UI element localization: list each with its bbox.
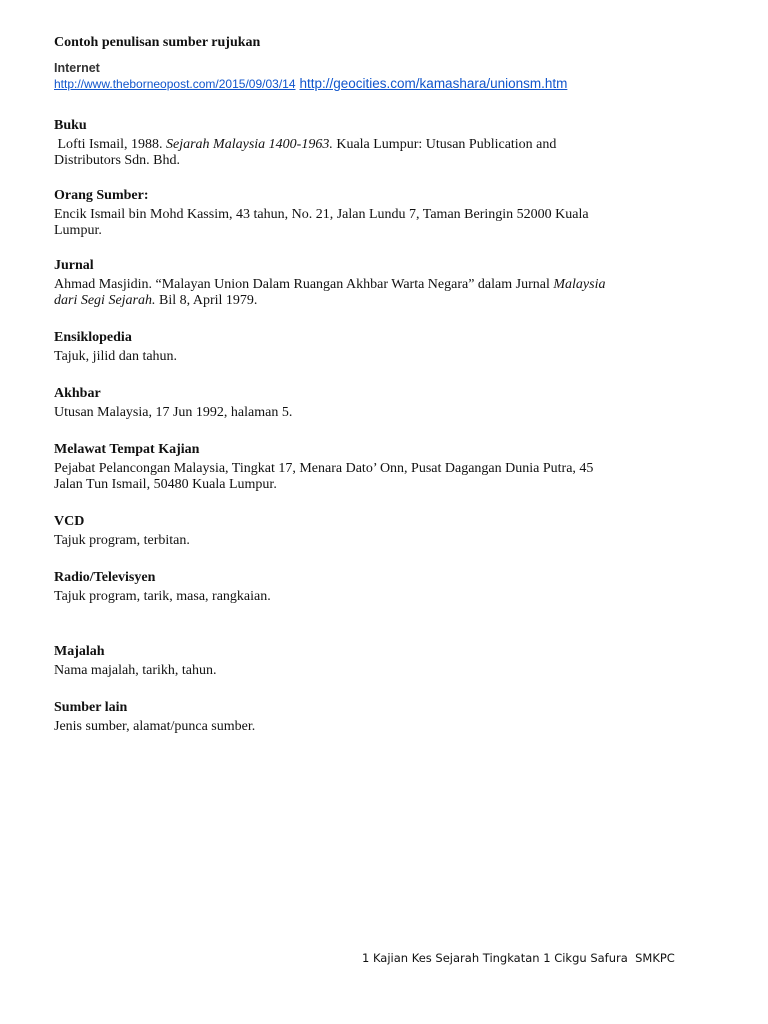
buku-title-italic: Sejarah Malaysia 1400-1963.	[166, 137, 333, 152]
jurnal-text-start: Ahmad Masjidin. “Malayan Union Dalam Ruangan Akhbar Warta Negara” dalam Jurnal	[54, 277, 554, 292]
ensiklopedia-entry: Tajuk, jilid dan tahun.	[54, 349, 178, 364]
jurnal-text-end: Bil 8, April 1979.	[155, 293, 258, 308]
jurnal-heading: Jurnal	[54, 258, 94, 273]
melawat-line2: Jalan Tun Ismail, 50480 Kuala Lumpur.	[54, 477, 277, 492]
buku-entry	[54, 137, 694, 169]
melawat-heading: Melawat Tempat Kajian	[54, 442, 200, 457]
jurnal-title-italic-2: dari Segi Sejarah.	[54, 293, 156, 308]
buku-text-end: Kuala Lumpur: Utusan Publication and	[332, 137, 557, 152]
vcd-entry: Tajuk program, terbitan.	[54, 533, 190, 548]
section-vcd	[54, 514, 694, 549]
majalah-heading: Majalah	[54, 644, 105, 659]
section-majalah	[54, 644, 694, 679]
section-jurnal	[54, 258, 694, 309]
orang-sumber-entry	[54, 207, 694, 239]
orang-sumber-line2: Lumpur.	[54, 223, 102, 238]
document-title: Contoh penulisan sumber rujukan	[54, 35, 261, 50]
section-melawat	[54, 442, 694, 493]
sumber-lain-heading: Sumber lain	[54, 700, 128, 715]
document-page	[54, 34, 694, 735]
section-radio-televisyen	[54, 570, 694, 605]
buku-text-line2: Distributors Sdn. Bhd.	[54, 153, 181, 168]
section-ensiklopedia	[54, 330, 694, 365]
orang-sumber-heading: Orang Sumber:	[54, 188, 149, 203]
internet-heading: Internet	[54, 61, 100, 75]
section-sumber-lain	[54, 700, 694, 735]
akhbar-heading: Akhbar	[54, 386, 101, 401]
jurnal-entry	[54, 277, 694, 309]
orang-sumber-line1: Encik Ismail bin Mohd Kassim, 43 tahun, No. 21, Jalan Lundu 7, Taman Beringin 52000 Kuala	[54, 207, 589, 222]
radio-televisyen-heading: Radio/Televisyen	[54, 570, 156, 585]
section-orang-sumber	[54, 188, 694, 239]
borneopost-link[interactable]: http://www.theborneopost.com/2015/09/03/14	[54, 77, 296, 91]
sumber-lain-entry: Jenis sumber, alamat/punca sumber.	[54, 719, 256, 734]
section-buku	[54, 118, 694, 169]
section-akhbar	[54, 386, 694, 421]
page-footer: 1 Kajian Kes Sejarah Tingkatan 1 Cikgu Safura SMKPC	[362, 951, 675, 965]
ensiklopedia-heading: Ensiklopedia	[54, 330, 132, 345]
jurnal-title-italic-1: Malaysia	[553, 277, 606, 292]
vcd-heading: VCD	[54, 514, 85, 529]
melawat-entry	[54, 461, 694, 493]
majalah-entry: Nama majalah, tarikh, tahun.	[54, 663, 217, 678]
buku-heading: Buku	[54, 118, 87, 133]
melawat-line1: Pejabat Pelancongan Malaysia, Tingkat 17, Menara Dato’ Onn, Pusat Dagangan Dunia Putra, 45	[54, 461, 594, 476]
radio-televisyen-entry: Tajuk program, tarik, masa, rangkaian.	[54, 589, 271, 604]
buku-text-start: Lofti Ismail, 1988.	[54, 137, 166, 152]
internet-links	[54, 76, 694, 92]
geocities-link[interactable]: http://geocities.com/kamashara/unionsm.htm	[299, 76, 568, 91]
akhbar-entry: Utusan Malaysia, 17 Jun 1992, halaman 5.	[54, 405, 293, 420]
